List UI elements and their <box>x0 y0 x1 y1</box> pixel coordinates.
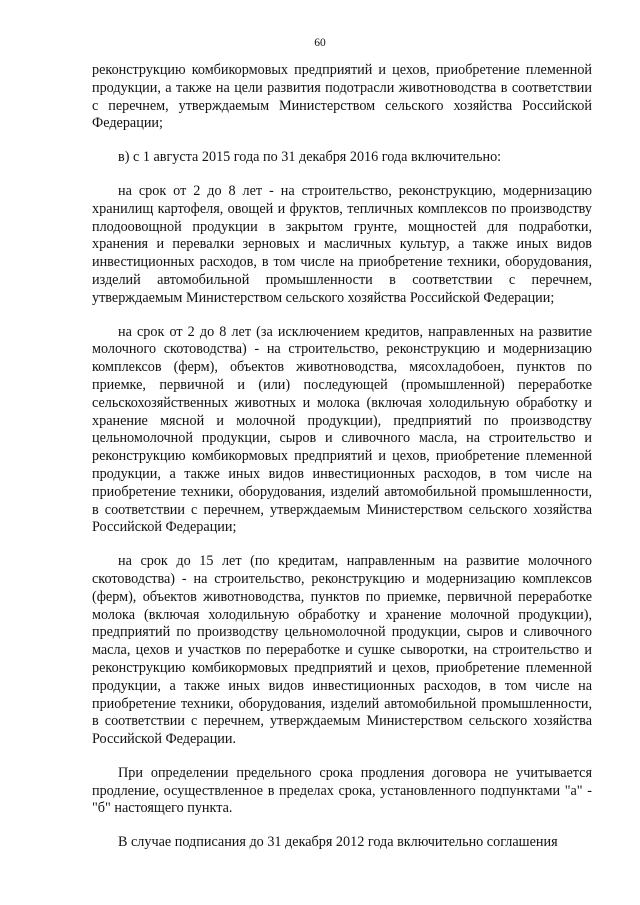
document-body <box>92 62 592 852</box>
paragraph-term-2-8-storage: на срок от 2 до 8 лет - на строительство, реконструкцию, модернизацию хранилищ картофеля, овощей и фруктов, тепличных комплексов по производству плодоовощной продукции в закрытом грунте, мощностей для подработки, хранения и перевалки зерновых и масличных культур, а также иных видов инвестиционных расходов, в том числе на приобретение техники, оборудования, изделий автомобильной промышленности в соответствии с перечнем, утверждаемым Министерством сельского хозяйства Российской Федерации; <box>92 182 592 306</box>
paragraph-subpoint-v: в) с 1 августа 2015 года по 31 декабря 2016 года включительно: <box>118 149 502 166</box>
paragraph-agreement: В случае подписания до 31 декабря 2012 года включительно соглашения <box>118 834 558 851</box>
paragraph-continuation: реконструкцию комбикормовых предприятий и цехов, приобретение племенной продукции, а также на цели развития подотрасли животноводства в соответствии с перечнем, утверждаемым Министерством сельского хозяйства Российской Федерации; <box>92 62 592 132</box>
paragraph-extension-rule: При определении предельного срока продления договора не учитывается продление, осуществленное в пределах срока, установленного подпунктами "а" - "б" настоящего пункта. <box>92 764 592 817</box>
page-number: 60 <box>314 37 326 49</box>
paragraph-term-2-8-livestock: на срок от 2 до 8 лет (за исключением кредитов, направленных на развитие молочного скотоводства) - на строительство, реконструкцию и модернизацию комплексов (ферм), объектов животноводства, мясохладобоен, пунктов по приемке, первичной и (или) последующей (промышленной) переработке сельскохозяйственных животных и молока (включая холодильную обработку и хранение мясной и молочной продукции), предприятий по производству цельномолочной продукции, сыров и сливочного масла, на строительство и реконструкцию комбикормовых предприятий и цехов, приобретение племенной продукции, а также иных видов инвестиционных расходов, в том числе на приобретение техники, оборудования, изделий автомобильной промышленности, в соответствии с перечнем, утверждаемым Министерством сельского хозяйства Российской Федерации; <box>92 323 592 536</box>
paragraph-term-15-dairy: на срок до 15 лет (по кредитам, направленным на развитие молочного скотоводства) - на строительство, реконструкцию и модернизацию комплексов (ферм), объектов животноводства, пунктов по приемке, первичной переработке молока (включая холодильную обработку и хранение молочной продукции), предприятий по производству цельномолочной продукции, сыров и сливочного масла, цехов и участков по переработке и сушке сыворотки, на строительство и реконструкцию комбикормовых предприятий и цехов, приобретение племенной продукции, а также иных видов инвестиционных расходов, в том числе на приобретение техники, оборудования, изделий автомобильной промышленности, в соответствии с перечнем, утверждаемым Министерством сельского хозяйства Российской Федерации. <box>92 553 592 748</box>
